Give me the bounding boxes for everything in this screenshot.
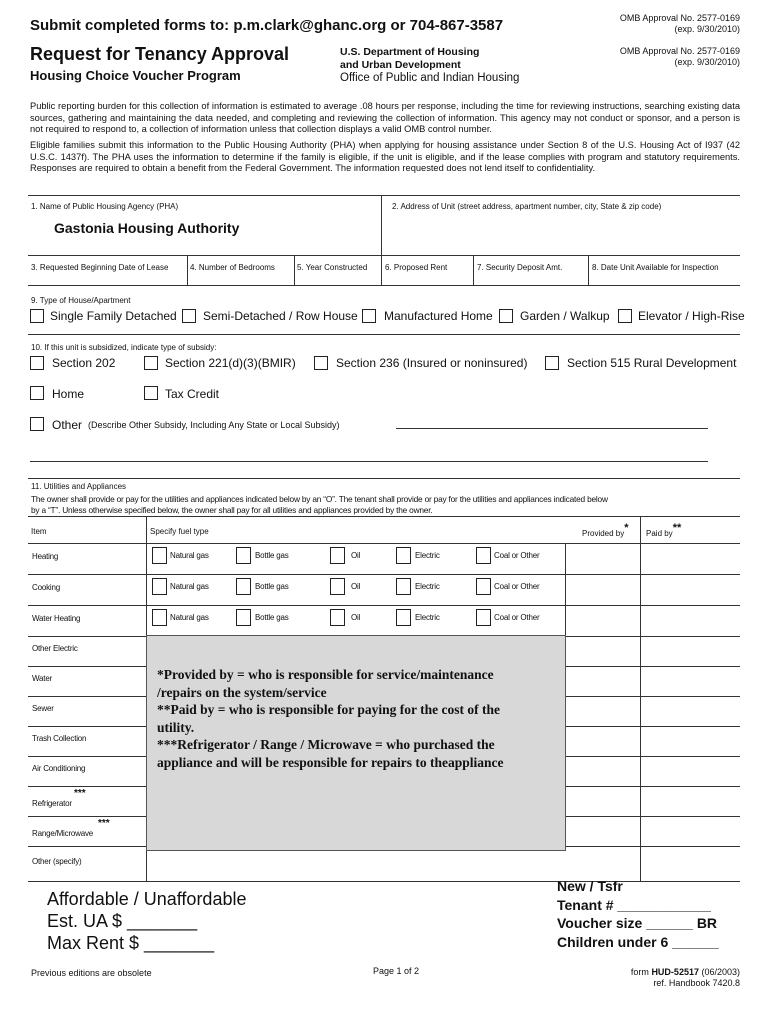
omb-number: OMB Approval No. 2577-0169 [619,13,740,23]
fuel-option-label: Electric [415,551,440,560]
rule [28,195,740,196]
elevator-highrise-label: Elevator / High-Rise [638,309,745,323]
utility-item-label: Air Conditioning [32,764,86,773]
house-type-label: 9. Type of House/Apartment [31,296,131,305]
section-236-label: Section 236 (Insured or noninsured) [336,356,528,370]
garden-walkup-label: Garden / Walkup [520,309,610,323]
paid-by-text: Paid by [646,529,673,538]
utilities-instructions-1: The owner shall provide or pay for the utilities and appliances indicated below by an “O”. The tenant shall provide or pay for the utilities and appliances indicated below [31,494,608,504]
col-provided-header [582,522,629,538]
utility-item-label: Range/Microwave [32,829,94,838]
semi-detached-label: Semi-Detached / Row House [203,309,358,323]
other-subsidy-line-1[interactable] [396,428,708,429]
eligibility-statement: Eligible families submit this information to the Public Housing Authority (PHA) when applying for housing assistance under Section 8 of the U.S. Housing Act of I937 (42 U.S.C. 1437f). The PHA uses the information to determine if the family is eligible, if the unit is eligible, and if the lease complies with program and statutory requirements. Responses are required to obtain a benefit from the Federal Government. The information requested does not lend itself to confidentiality. [30,140,740,173]
fuel-option-label: Coal or Other [494,613,540,622]
other-subsidy-label: Other [52,418,83,432]
fuel-checkbox[interactable] [476,609,491,626]
rule [588,255,589,285]
fuel-checkbox[interactable] [476,547,491,564]
form-title: Request for Tenancy Approval [30,44,290,64]
tenant-number-line: Tenant # ____________ [557,896,711,913]
note-line-3: **Paid by = who is responsible for paying for the cost of the [157,702,500,717]
semi-detached-checkbox[interactable] [182,309,196,323]
single-family-checkbox[interactable] [30,309,44,323]
lease-start-date-field[interactable]: 3. Requested Beginning Date of Lease [31,263,169,272]
rule [28,334,740,335]
form-subtitle: Housing Choice Voucher Program [30,68,241,83]
year-constructed-field[interactable]: 5. Year Constructed [297,263,368,272]
form-prefix: form [630,967,652,977]
submit-instruction: Submit completed forms to: p.m.clark@ghanc.org or 704-867-3587 [30,17,504,34]
note-line-6: appliance and will be responsible for repairs to theappliance [157,754,504,770]
note-line-4: utility. [157,719,195,735]
fuel-checkbox[interactable] [152,609,167,626]
star-marker: * [624,522,629,534]
fuel-option-label: Electric [415,613,440,622]
section-221-checkbox[interactable] [144,356,158,370]
fuel-checkbox[interactable] [152,578,167,595]
unit-address-label[interactable]: 2. Address of Unit (street address, apartment number, city, State & zip code) [392,202,662,211]
section-236-checkbox[interactable] [314,356,328,370]
fuel-option-label: Oil [351,551,361,560]
omb-expiry: (exp. 9/30/2010) [674,24,740,34]
proposed-rent-field[interactable]: 6. Proposed Rent [385,263,448,272]
utility-item-label: Other Electric [32,644,78,653]
rule [565,574,566,605]
home-checkbox[interactable] [30,386,44,400]
utility-item-label: Water Heating [32,614,81,623]
fuel-checkbox[interactable] [236,547,251,564]
utility-item-label: Trash Collection [32,734,87,743]
rule [187,255,188,285]
subsidy-label: 10. If this unit is subsidized, indicate type of subsidy: [31,343,217,352]
utility-row [28,848,740,879]
note-line-1: *Provided by = who is responsible for service/maintenance [157,667,494,682]
tenant-notes [557,877,719,951]
col-fuel-header: Specify fuel type [150,527,209,536]
pha-name-field[interactable]: Gastonia Housing Authority [54,220,240,236]
rule [294,255,295,285]
rule [28,846,146,847]
form-id [560,967,740,989]
section-202-label: Section 202 [52,356,116,370]
bedrooms-field[interactable]: 4. Number of Bedrooms [190,263,275,272]
rule [28,285,740,286]
dept-line-2: and Urban Development [340,59,461,71]
form-number-line [560,967,740,978]
fuel-option-label: Natural gas [170,551,209,560]
utilities-instructions-2: by a “T”. Unless otherwise specified below, the owner shall pay for all utilities and appliances provided by the owner. [31,505,433,515]
section-202-checkbox[interactable] [30,356,44,370]
form-code: HUD-52517 [651,967,699,977]
fuel-checkbox[interactable] [330,547,345,564]
fuel-option-label: Electric [415,582,440,591]
children-line: Children under 6 ______ [557,933,719,950]
rule [28,255,740,256]
rule [381,195,382,255]
fuel-checkbox[interactable] [152,547,167,564]
section-515-checkbox[interactable] [545,356,559,370]
single-family-label: Single Family Detached [50,309,177,323]
utility-item-label: Other (specify) [32,857,82,866]
double-star-marker: ** [672,522,682,534]
rule [381,255,382,285]
omb-approval [590,46,740,68]
utility-row [28,605,740,636]
inspection-date-field[interactable]: 8. Date Unit Available for Inspection [592,263,719,272]
elevator-highrise-checkbox[interactable] [618,309,632,323]
other-subsidy-description: (Describe Other Subsidy, Including Any State or Local Subsidy) [88,420,340,430]
page-number: Page 1 of 2 [373,966,420,976]
rule [28,516,740,517]
col-item-header: Item [31,527,47,536]
fuel-checkbox[interactable] [396,578,411,595]
utility-row [28,574,740,605]
fuel-checkbox[interactable] [396,547,411,564]
note-text [157,666,504,771]
fuel-option-label: Oil [351,582,361,591]
other-subsidy-checkbox[interactable] [30,417,44,431]
form-date: (06/2003) [698,967,740,977]
triple-star-marker: *** [74,788,86,799]
fuel-option-label: Natural gas [170,582,209,591]
omb-expiry-2: (exp. 9/30/2010) [674,57,740,67]
triple-star-marker: *** [98,818,110,829]
affordability-notes [47,888,246,954]
fuel-checkbox[interactable] [236,578,251,595]
fuel-option-label: Oil [351,613,361,622]
fuel-checkbox[interactable] [396,609,411,626]
utility-item-label: Sewer [32,704,54,713]
utilities-title: 11. Utilities and Appliances [31,482,127,491]
note-line-5: ***Refrigerator / Range / Microwave = who purchased the [157,737,495,752]
dept-line-1: U.S. Department of Housing [340,46,480,58]
handbook-ref: ref. Handbook 7420.8 [653,978,740,988]
fuel-checkbox[interactable] [330,578,345,595]
dept-line-3: Office of Public and Indian Housing [340,72,520,84]
fuel-checkbox[interactable] [236,609,251,626]
fuel-checkbox[interactable] [330,609,345,626]
tax-credit-label: Tax Credit [165,387,220,401]
fuel-option-label: Coal or Other [494,582,540,591]
manufactured-home-label: Manufactured Home [384,309,493,323]
garden-walkup-checkbox[interactable] [499,309,513,323]
rule [566,846,740,847]
utility-row [28,543,740,574]
affordability-line: Affordable / Unaffordable [47,889,247,909]
section-515-label: Section 515 Rural Development [567,356,737,370]
rule [28,478,740,479]
tax-credit-checkbox[interactable] [144,386,158,400]
utility-item-label: Water [32,674,53,683]
fuel-option-label: Coal or Other [494,551,540,560]
fuel-checkbox[interactable] [476,578,491,595]
omb-number-2: OMB Approval No. 2577-0169 [619,46,740,56]
utility-item-label: Heating [32,552,59,561]
section-221-label: Section 221(d)(3)(BMIR) [165,356,296,370]
max-rent-line: Max Rent $ _______ [47,933,215,953]
pha-label: 1. Name of Public Housing Agency (PHA) [31,202,179,211]
col-paid-header [646,522,682,538]
manufactured-home-checkbox[interactable] [362,309,376,323]
burden-statement: Public reporting burden for this collection of information is estimated to average .08 hours per response, including the time for reviewing instructions, searching existing data sources, gathering and maintaining the data needed, and completing and reviewing the collection of information. This agency may not conduct or sponsor, and a person is not required to respond to, a collection of information unless that collection displays a valid OMB control number. [30,101,740,134]
rule [473,255,474,285]
fuel-option-label: Bottle gas [255,613,289,622]
legend-note-box [146,635,566,851]
department-block [340,46,519,85]
security-deposit-field[interactable]: 7. Security Deposit Amt. [477,263,563,272]
est-ua-line: Est. UA $ _______ [47,911,198,931]
fuel-option-label: Natural gas [170,613,209,622]
rule [565,543,566,574]
footer-obsolete-note: Previous editions are obsolete [31,968,152,978]
provided-by-text: Provided by [582,529,625,538]
rule [565,605,566,636]
fuel-option-label: Bottle gas [255,582,289,591]
voucher-size-line: Voucher size ______ BR [557,915,718,931]
home-label: Home [52,387,85,401]
omb-approval-top [590,13,740,35]
utility-item-label: Refrigerator [32,799,72,808]
fuel-option-label: Bottle gas [255,551,289,560]
other-subsidy-line-2[interactable] [30,461,708,462]
utility-item-label: Cooking [32,583,60,592]
note-line-2: /repairs on the system/service [157,684,327,700]
new-transfer-line: New / Tsfr [557,878,623,894]
